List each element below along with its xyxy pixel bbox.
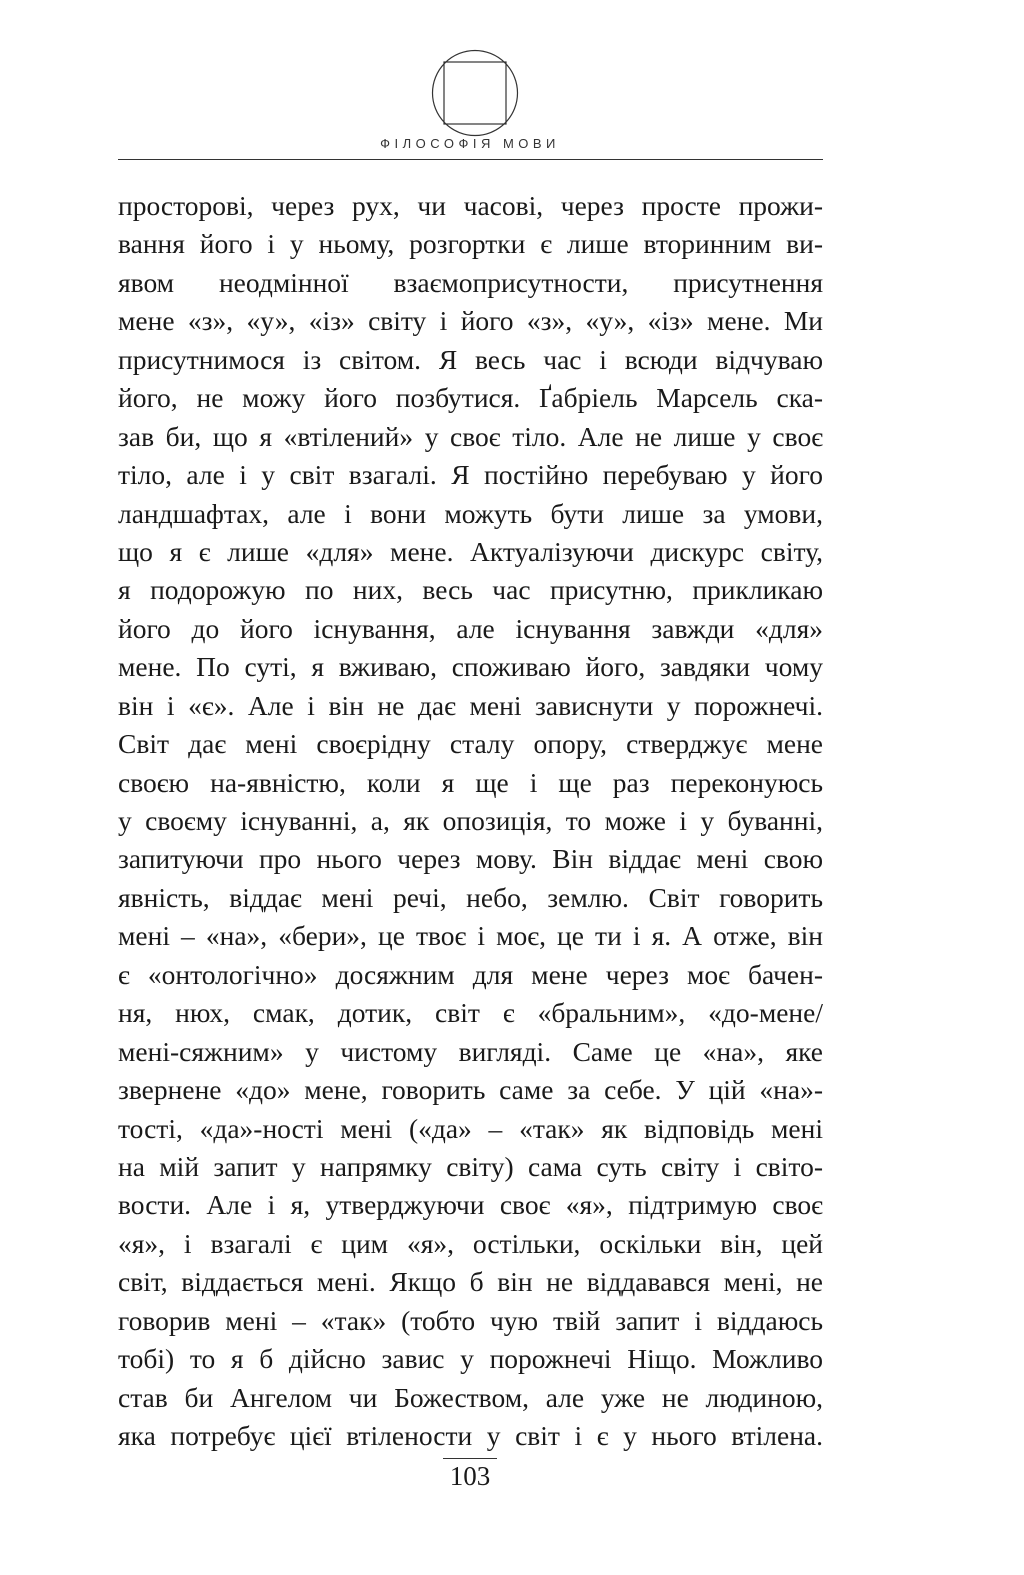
text-line: «я», і взагалі є цим «я», остільки, оскільки він, цей xyxy=(118,1227,823,1259)
text-line: на мій запит у напрямку світу) сама суть світу і світо- xyxy=(118,1150,823,1182)
text-line: вости. Але і я, утверджуючи своє «я», підтримую своє xyxy=(118,1189,823,1221)
text-line: звернене «до» мене, говорить саме за себе. У цій «на»- xyxy=(118,1074,823,1106)
header-divider xyxy=(118,159,823,160)
circle-square-emblem-icon xyxy=(431,49,519,137)
text-line: явом неодмінної взаємоприсутности, присутнення xyxy=(118,266,823,298)
running-header: ФІЛОСОФІЯ МОВИ xyxy=(380,136,560,151)
text-line: він і «є». Але і він не дає мені зависнути у порожнечі. xyxy=(118,689,823,721)
text-line: мене. По суті, я вживаю, споживаю його, завдяки чому xyxy=(118,651,823,683)
text-line: став би Ангелом чи Божеством, але уже не людиною, xyxy=(118,1381,823,1413)
text-line: мені – «на», «бери», це твоє і моє, це ти і я. А отже, він xyxy=(118,920,823,952)
text-line: світ, віддається мені. Якщо б він не віддавався мені, не xyxy=(118,1266,823,1298)
text-line: його, не можу його позбутися. Ґабріель Марсель ска- xyxy=(118,382,823,414)
text-line: запитуючи про нього через мову. Він віддає мені свою xyxy=(118,843,823,875)
text-line: його до його існування, але існування завжди «для» xyxy=(118,612,823,644)
text-line: мене «з», «у», «із» світу і його «з», «у», «із» мене. Ми xyxy=(118,305,823,337)
text-line: явність, віддає мені речі, небо, землю. Світ говорить xyxy=(118,881,823,913)
text-line: мені-сяжним» у чистому вигляді. Саме це «на», яке xyxy=(118,1035,823,1067)
text-line: є «онтологічно» досяжним для мене через моє бачен- xyxy=(118,958,823,990)
text-line: просторові, через рух, чи часові, через просте прожи- xyxy=(118,190,823,221)
text-line: у своєму існуванні, а, як опозиція, то може і у буванні, xyxy=(118,805,823,836)
text-line: ландшафтах, але і вони можуть бути лише за умови, xyxy=(118,497,823,529)
text-line: Світ дає мені своєрідну сталу опору, стверджує мене xyxy=(118,728,823,760)
text-line: тобі) то я б дійсно завис у порожнечі Ніщо. Можливо xyxy=(118,1343,823,1375)
body-text xyxy=(118,187,823,1451)
text-line: що я є лише «для» мене. Актуалізуючи дискурс світу, xyxy=(118,535,823,567)
text-line: яка потребує цієї втілености у світ і є у нього втілена. xyxy=(118,1420,823,1451)
text-line: говорив мені – «так» (тобто чую твій запит і віддаюсь xyxy=(118,1304,823,1336)
text-line: я подорожую по них, весь час присутню, прикликаю xyxy=(118,574,823,606)
text-line: ня, нюх, смак, дотик, світ є «бральним», «до-мене/ xyxy=(118,997,823,1029)
text-line: вання його і у ньому, розгортки є лише вторинним ви- xyxy=(118,228,823,260)
text-line: присутнимося із світом. Я весь час і всюди відчуваю xyxy=(118,343,823,375)
page-number: 103 xyxy=(443,1458,497,1491)
text-line: своєю на-явністю, коли я ще і ще раз переконуюсь xyxy=(118,766,823,798)
text-line: тості, «да»-ності мені («да» – «так» як відповідь мені xyxy=(118,1112,823,1144)
text-line: тіло, але і у світ взагалі. Я постійно перебуваю у його xyxy=(118,459,823,491)
text-line: зав би, що я «втілений» у своє тіло. Але не лише у своє xyxy=(118,420,823,452)
